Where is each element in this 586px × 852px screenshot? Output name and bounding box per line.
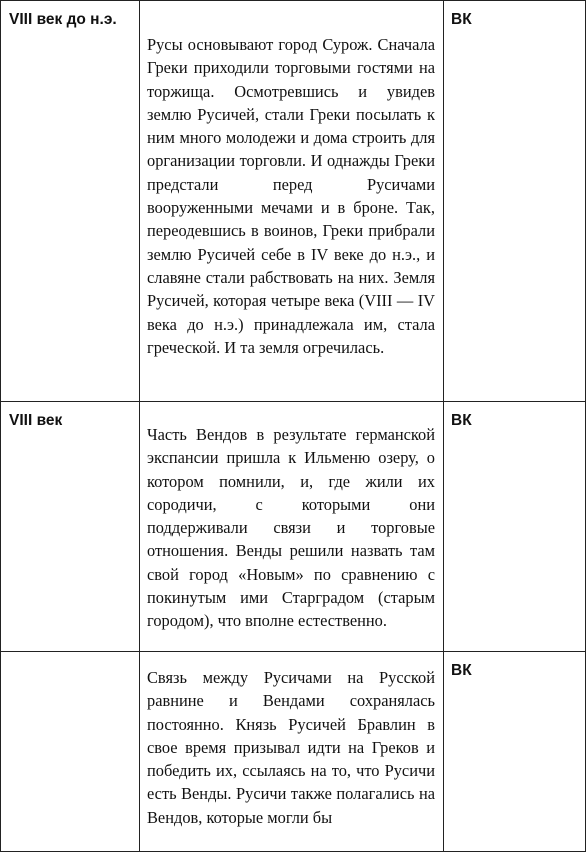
source-cell: ВК xyxy=(444,652,586,852)
event-cell xyxy=(140,652,444,852)
source-cell: ВК xyxy=(444,402,586,652)
event-text: Связь между Русичами на Русской равнине и Вендами сохранялась постоянно. Князь Русичей Бравлин в свое время призывал идти на Греков и победить их, ссылаясь на то, что Русичи есть Венды. Русичи также полагались на Вендов, которые могли бы xyxy=(147,668,435,827)
source-cell: ВК xyxy=(444,1,586,402)
table-row xyxy=(1,402,586,652)
event-cell xyxy=(140,1,444,402)
event-text: Русы основывают город Сурож. Сначала Греки приходили торговыми гостями на торжища. Осмотревшись и увидев землю Русичей, стали Греки посылать к ним много молодежи и дома строить для организации торговли. И однажды Греки предстали перед Русичами вооруженными мечами и в броне. Так, переодевшись в воинов, Греки прибрали землю Русичей себе в IV веке до н.э., и славяне стали рабствовать на них. Земля Русичей, которая четыре века (VIII — IV века до н.э.) принадлежала им, стала греческой. И та земля огречилась. xyxy=(147,35,435,357)
table-row xyxy=(1,1,586,402)
table-row xyxy=(1,652,586,852)
date-cell xyxy=(1,652,140,852)
date-cell: VIII век до н.э. xyxy=(1,1,140,402)
event-cell xyxy=(140,402,444,652)
event-text: Часть Вендов в результате германской экспансии пришла к Ильменю озеру, о котором помнили, и, где жили их сородичи, с которыми они поддерживали связи и торговые отношения. Венды решили назвать там свой город «Новым» по сравнению с покинутым ими Старградом (старым городом), что вполне естественно. xyxy=(147,425,435,631)
date-cell: VIII век xyxy=(1,402,140,652)
